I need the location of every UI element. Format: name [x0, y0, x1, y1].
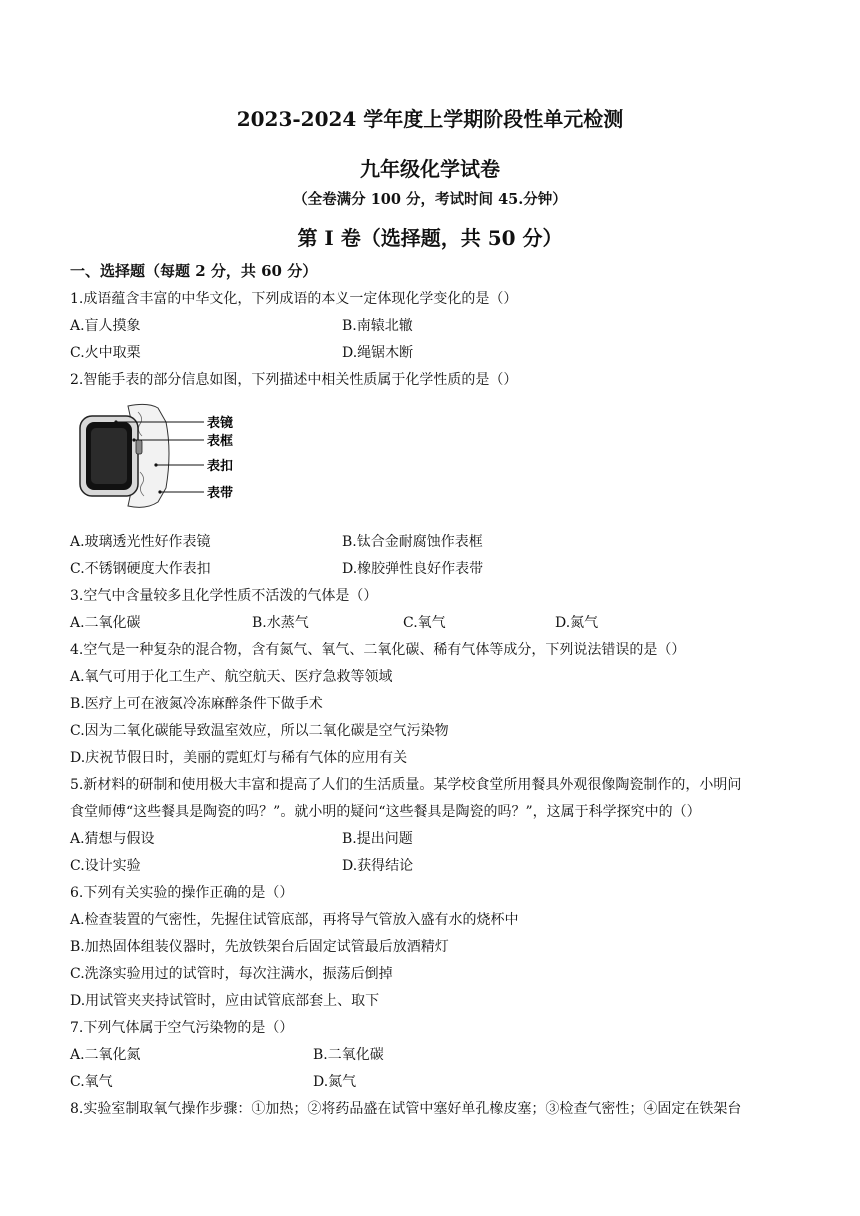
- question-stem: 1.成语蕴含丰富的中华文化，下列成语的本义一定体现化学变化的是（）: [70, 291, 518, 307]
- option-c: C.洗涤实验用过的试管时，每次注满水，振荡后倒掉: [70, 966, 393, 982]
- option-d: D.庆祝节假日时，美丽的霓虹灯与稀有气体的应用有关: [70, 750, 408, 766]
- option-d: D.氮气: [313, 1074, 357, 1090]
- question-stem: 2.智能手表的部分信息如图，下列描述中相关性质属于化学性质的是（）: [70, 372, 518, 388]
- option-b: B.医疗上可在液氮冷冻麻醉条件下做手术: [70, 696, 323, 712]
- figure-label-buckle: 表扣: [207, 459, 234, 474]
- exam-title: 2023-2024 学年度上学期阶段性单元检测: [236, 107, 624, 131]
- option-b: B.水蒸气: [252, 615, 309, 631]
- option-b: B.加热固体组装仪器时，先放铁架台后固定试管最后放酒精灯: [70, 939, 449, 955]
- option-a: A.玻璃透光性好作表镜: [70, 534, 211, 550]
- option-c: C.设计实验: [70, 858, 141, 874]
- question-stem: 7.下列气体属于空气污染物的是（）: [70, 1020, 294, 1036]
- option-d: D.获得结论: [342, 858, 414, 874]
- figure-label-frame: 表框: [207, 434, 234, 449]
- question-stem: 3.空气中含量较多且化学性质不活泼的气体是（）: [70, 588, 378, 604]
- question-stem: 6.下列有关实验的操作正确的是（）: [70, 885, 294, 901]
- option-d: D.橡胶弹性良好作表带: [342, 561, 484, 577]
- smartwatch-figure: [76, 402, 246, 510]
- exam-subject: 九年级化学试卷: [360, 157, 500, 181]
- option-c: C.不锈钢硬度大作表扣: [70, 561, 211, 577]
- option-a: A.盲人摸象: [70, 318, 141, 334]
- question-stem: 8.实验室制取氧气操作步骤：①加热；②将药品盛在试管中塞好单孔橡皮塞；③检查气密性；④固定在铁架台: [70, 1101, 742, 1117]
- option-a: A.二氧化氮: [70, 1047, 141, 1063]
- option-d: D.绳锯木断: [342, 345, 414, 361]
- figure-label-strap: 表带: [207, 486, 234, 501]
- option-d: D.氮气: [555, 615, 599, 631]
- option-b: B.二氧化碳: [313, 1047, 384, 1063]
- option-c: C.氧气: [403, 615, 446, 631]
- figure-label-lens: 表镜: [207, 416, 234, 431]
- section-heading: 一、选择题（每题 2 分，共 60 分）: [70, 262, 318, 280]
- option-a: A.检查装置的气密性，先握住试管底部，再将导气管放入盛有水的烧杯中: [70, 912, 519, 928]
- part-title: 第 I 卷（选择题，共 50 分）: [297, 226, 563, 250]
- question-stem: 5.新材料的研制和使用极大丰富和提高了人们的生活质量。某学校食堂所用餐具外观很像陶瓷制作的，小明问: [70, 777, 742, 793]
- question-stem-continued: 食堂师傅“这些餐具是陶瓷的吗？”。就小明的疑问“这些餐具是陶瓷的吗？”，这属于科学探究中的（）: [70, 804, 701, 820]
- option-c: C.氧气: [70, 1074, 113, 1090]
- option-a: A.二氧化碳: [70, 615, 141, 631]
- option-b: B.提出问题: [342, 831, 413, 847]
- question-stem: 4.空气是一种复杂的混合物，含有氮气、氧气、二氧化碳、稀有气体等成分，下列说法错误的是（）: [70, 642, 686, 658]
- option-c: C.因为二氧化碳能导致温室效应，所以二氧化碳是空气污染物: [70, 723, 449, 739]
- option-d: D.用试管夹夹持试管时，应由试管底部套上、取下: [70, 993, 380, 1009]
- option-b: B.钛合金耐腐蚀作表框: [342, 534, 483, 550]
- option-a: A.氧气可用于化工生产、航空航天、医疗急救等领域: [70, 669, 393, 685]
- exam-note: （全卷满分 100 分，考试时间 45.分钟）: [293, 191, 567, 208]
- option-b: B.南辕北辙: [342, 318, 413, 334]
- option-a: A.猜想与假设: [70, 831, 155, 847]
- option-c: C.火中取栗: [70, 345, 141, 361]
